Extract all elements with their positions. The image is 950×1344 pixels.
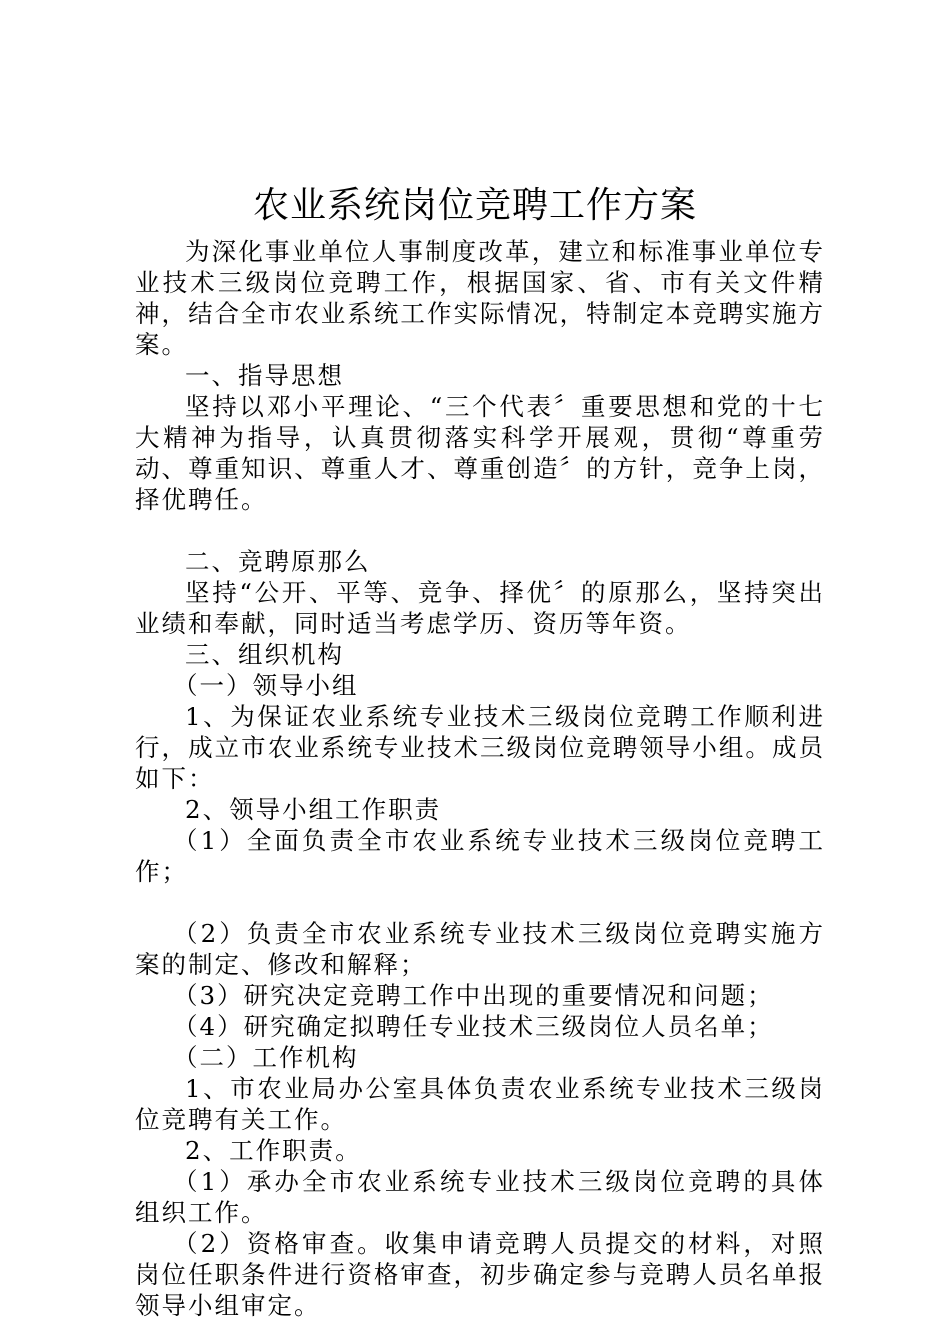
list-item-agency-duty-2: （2）资格审查。收集申请竞聘人员提交的材料，对照岗位任职条件进行资格审查，初步确定参与竞聘人员名单报领导小组审定。 <box>135 1229 825 1320</box>
paragraph-work-agency-1: 1、市农业局办公室具体负责农业系统专业技术三级岗位竞聘有关工作。 <box>135 1074 825 1134</box>
subheading-leading-group: （一）领导小组 <box>173 671 359 700</box>
paragraph-work-agency-2: 2、工作职责。 <box>185 1136 362 1165</box>
subheading-work-agency: （二）工作机构 <box>173 1043 359 1072</box>
list-item-duty-2: （2）负责全市农业系统专业技术三级岗位竞聘实施方案的制定、修改和解释； <box>135 919 825 979</box>
paragraph-guiding-ideology: 坚持以邓小平理论、“三个代表〞重要思想和党的十七大精神为指导，认真贯彻落实科学开展观，贯彻“尊重劳动、尊重知识、尊重人才、尊重创造〞的方针，竞争上岗，择优聘任。 <box>135 392 825 514</box>
heading-guiding-ideology: 一、指导思想 <box>185 361 344 390</box>
list-item-duty-1: （1）全面负责全市农业系统专业技术三级岗位竞聘工作； <box>135 826 825 886</box>
document-body <box>135 236 825 1321</box>
paragraph-intro: 为深化事业单位人事制度改革，建立和标准事业单位专业技术三级岗位竞聘工作，根据国家、省、市有关文件精神，结合全市农业系统工作实际情况，特制定本竞聘实施方案。 <box>135 237 825 359</box>
blank-line <box>135 887 825 918</box>
paragraph-leading-group-1: 1、为保证农业系统专业技术三级岗位竞聘工作顺利进行，成立市农业系统专业技术三级岗位竞聘领导小组。成员如下： <box>135 702 825 793</box>
blank-line <box>135 515 825 546</box>
heading-principles: 二、竞聘原那么 <box>185 547 371 576</box>
paragraph-principles: 坚持“公开、平等、竞争、择优〞的原那么，坚持突出业绩和奉献，同时适当考虑学历、资历等年资。 <box>135 578 825 638</box>
list-item-duty-4: （4）研究确定拟聘任专业技术三级岗位人员名单； <box>173 1012 774 1041</box>
list-item-duty-3: （3）研究决定竞聘工作中出现的重要情况和问题； <box>173 981 774 1010</box>
list-item-agency-duty-1: （1）承办全市农业系统专业技术三级岗位竞聘的具体组织工作。 <box>135 1167 825 1227</box>
heading-organization: 三、组织机构 <box>185 640 344 669</box>
document-title: 农业系统岗位竞聘工作方案 <box>252 185 697 226</box>
paragraph-leading-group-2: 2、领导小组工作职责 <box>185 795 442 824</box>
